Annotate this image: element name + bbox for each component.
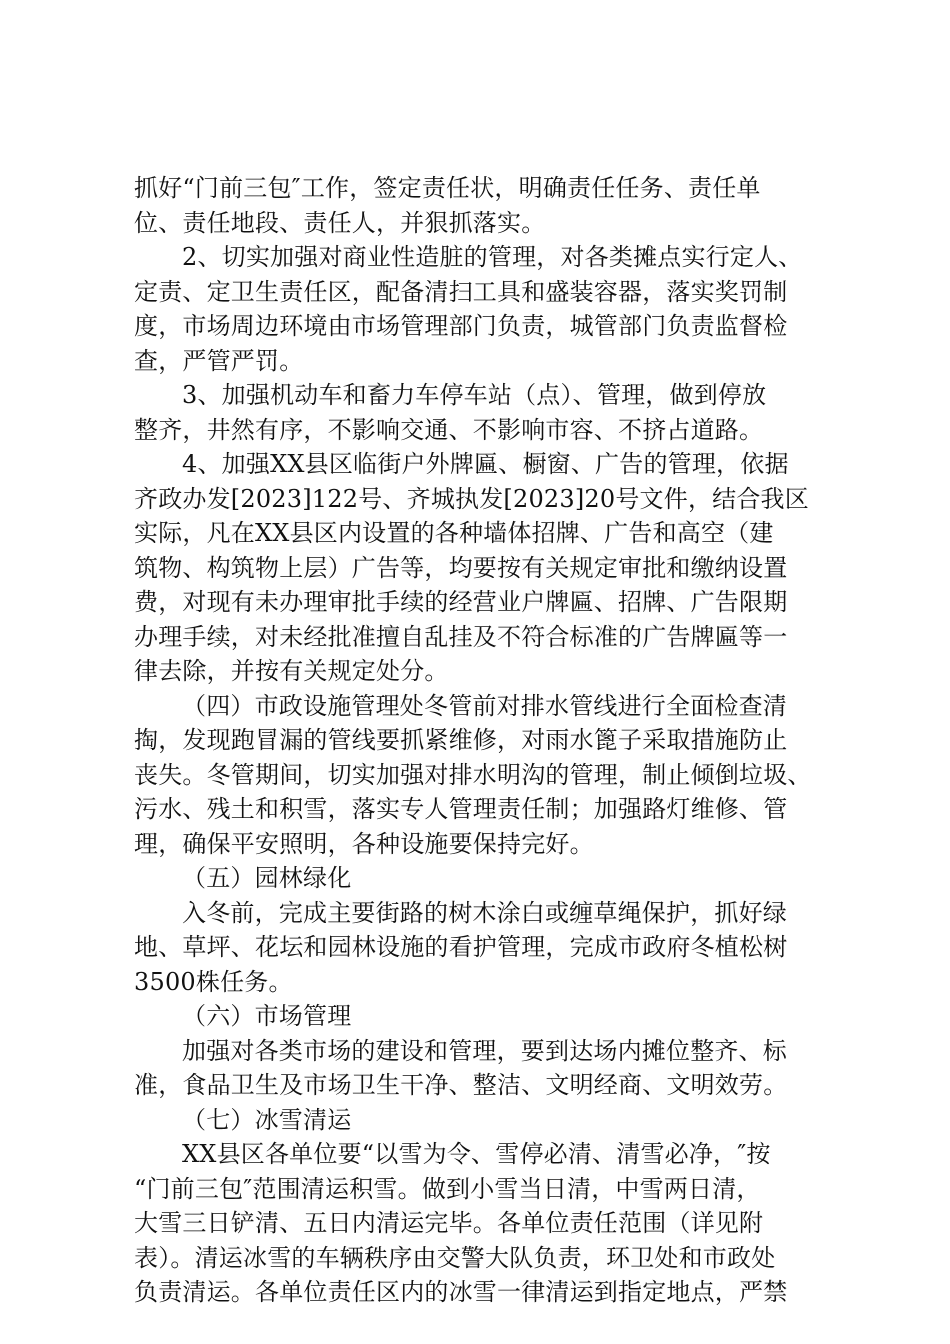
- text-line: 负责清运。各单位责任区内的冰雪一律清运到指定地点，严禁: [134, 1278, 788, 1306]
- text-line: 大雪三日铲清、五日内清运完毕。各单位责任范围（详见附: [134, 1209, 764, 1237]
- section-heading: （六）市场管理: [182, 1002, 352, 1030]
- text-line: 筑物、构筑物上层）广告等，均要按有关规定审批和缴纳设置: [134, 553, 788, 582]
- paragraph-start-line: XX县区各单位要“以雪为令、雪停必清、清雪必净，″按: [182, 1140, 771, 1168]
- paragraph-start-line: 加强对各类市场的建设和管理，要到达场内摊位整齐、标: [182, 1036, 787, 1065]
- paragraph-start-line: （四）市政设施管理处冬管前对排水管线进行全面检查清: [182, 691, 787, 720]
- text-line: 整齐，井然有序，不影响交通、不影响市容、不挤占道路。: [134, 415, 764, 444]
- text-line: 3500株任务。: [134, 967, 293, 996]
- section-heading: （七）冰雪清运: [182, 1105, 352, 1134]
- text-line: 律去除，并按有关规定处分。: [134, 657, 449, 685]
- text-line: 定责、定卫生责任区，配备清扫工具和盛装容器，落实奖罚制: [134, 277, 788, 306]
- text-line: 度，市场周边环境由市场管理部门负责，城管部门负责监督检: [134, 312, 788, 340]
- text-line: 齐政办发[2023]122号、齐城执发[2023]20号文件，结合我区: [134, 484, 809, 513]
- text-line: 理，确保平安照明，各种设施要保持完好。: [134, 829, 594, 858]
- text-line: “门前三包″范围清运积雪。做到小雪当日清，中雪两日清，: [134, 1174, 761, 1203]
- text-line: 费，对现有未办理审批手续的经营业户牌匾、招牌、广告限期: [134, 588, 788, 616]
- text-line: 抓好“门前三包″工作，签定责任状，明确责任任务、责任单: [134, 174, 761, 202]
- text-line: 位、责任地段、责任人，并狠抓落实。: [134, 208, 546, 237]
- text-line: 掏，发现跑冒漏的管线要抓紧维修，对雨水篦子采取措施防止: [134, 726, 788, 754]
- paragraph-start-line: 4、加强XX县区临街户外牌匾、橱窗、广告的管理，依据: [182, 450, 789, 478]
- paragraph-start-line: 2、切实加强对商业性造脏的管理，对各类摊点实行定人、: [182, 243, 803, 271]
- document-body: [134, 171, 834, 1310]
- text-line: 表）。清运冰雪的车辆秩序由交警大队负责，环卫处和市政处: [134, 1243, 776, 1272]
- paragraph-start-line: 3、加强机动车和畜力车停车站（点）、管理，做到停放: [182, 381, 767, 409]
- text-line: 办理手续，对未经批准擅自乱挂及不符合标准的广告牌匾等一: [134, 622, 788, 651]
- text-line: 准，食品卫生及市场卫生干净、整洁、文明经商、文明效劳。: [134, 1071, 788, 1099]
- text-line: 污水、残土和积雪，落实专人管理责任制；加强路灯维修、管: [134, 795, 788, 823]
- text-line: 实际，凡在XX县区内设置的各种墙体招牌、广告和高空（建: [134, 519, 774, 547]
- paragraph-start-line: 入冬前，完成主要街路的树木涂白或缠草绳保护，抓好绿: [182, 898, 787, 927]
- text-line: 查，严管严罚。: [134, 346, 304, 375]
- text-line: 地、草坪、花坛和园林设施的看护管理，完成市政府冬植松树: [134, 933, 788, 961]
- section-heading: （五）园林绿化: [182, 864, 352, 892]
- text-line: 丧失。冬管期间，切实加强对排水明沟的管理，制止倾倒垃圾、: [134, 760, 812, 789]
